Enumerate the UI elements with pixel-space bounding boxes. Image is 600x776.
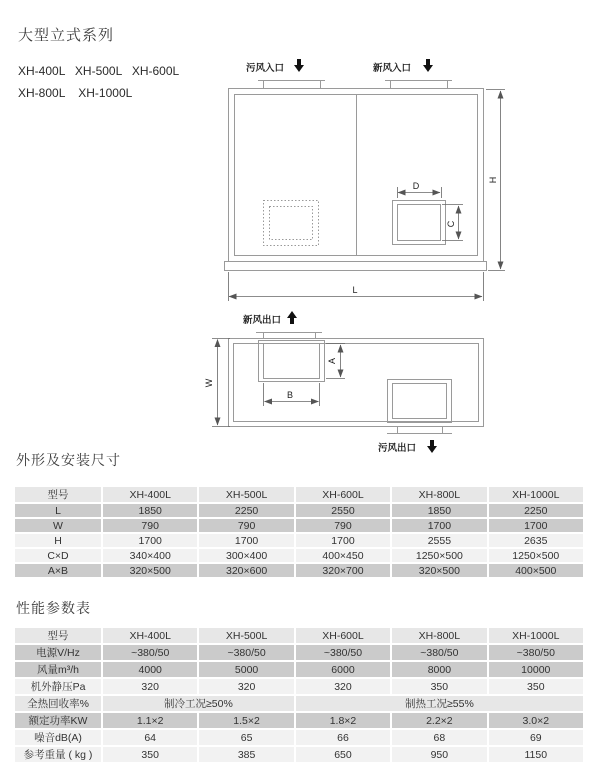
table-row	[15, 549, 583, 562]
table-cell: 2550	[296, 504, 390, 517]
performance-table	[13, 626, 585, 764]
column-header: XH-600L	[296, 628, 390, 643]
table-cell: 1700	[392, 519, 486, 532]
table-cell: ~380/50	[489, 645, 583, 660]
opening-axb-inner	[264, 344, 320, 379]
row-label: L	[15, 504, 101, 517]
down-arrow-icon	[427, 440, 437, 453]
table-cell: ~380/50	[392, 645, 486, 660]
table-cell: 2250	[199, 504, 293, 517]
dirty-outlet-inner	[393, 384, 447, 419]
column-header: XH-400L	[103, 628, 197, 643]
topview-outline	[229, 339, 484, 427]
table-cell: 4000	[103, 662, 197, 677]
model-list-line-1: XH-400L XH-500L XH-600L	[18, 64, 180, 78]
table-cell: 2635	[489, 534, 583, 547]
table-cell: 300×400	[199, 549, 293, 562]
model-list-line-2: XH-800L XH-1000L	[18, 86, 133, 100]
table-cell: 320×700	[296, 564, 390, 577]
table-cell: 320×500	[392, 564, 486, 577]
column-header: 型号	[15, 487, 101, 502]
table-cell: 1.5×2	[199, 713, 293, 728]
table-row	[15, 504, 583, 517]
table-cell: 320×500	[103, 564, 197, 577]
table-cell-span: 制热工况≥55%	[296, 696, 583, 711]
dirty-outlet-duct	[387, 427, 452, 434]
table-cell: 385	[199, 747, 293, 762]
table-cell: 65	[199, 730, 293, 745]
row-label: 参考重量 ( kg )	[15, 747, 101, 762]
table-row	[15, 534, 583, 547]
column-header: XH-400L	[103, 487, 197, 502]
table-cell: 1850	[103, 504, 197, 517]
table-cell: 1850	[392, 504, 486, 517]
column-header: XH-1000L	[489, 487, 583, 502]
base-rail	[225, 262, 487, 271]
dim-label-c: C	[446, 220, 456, 228]
column-header: XH-800L	[392, 487, 486, 502]
table-cell: 1.8×2	[296, 713, 390, 728]
table-cell-span: 制冷工况≥50%	[103, 696, 294, 711]
column-header: XH-800L	[392, 628, 486, 643]
row-label: C×D	[15, 549, 101, 562]
table-cell: 320	[103, 679, 197, 694]
table-cell: 1700	[489, 519, 583, 532]
table-cell: 350	[392, 679, 486, 694]
row-label: 风量m³/h	[15, 662, 101, 677]
table-header-row	[15, 628, 583, 643]
table-cell: 1700	[296, 534, 390, 547]
topview-inner-outline	[234, 344, 479, 422]
fresh-air-inlet-label: 新风入口	[373, 63, 412, 74]
table-cell: 400×450	[296, 549, 390, 562]
column-header: XH-500L	[199, 628, 293, 643]
row-label: 全热回收率%	[15, 696, 101, 711]
table-cell: 350	[489, 679, 583, 694]
fresh-air-outlet-label: 新风出口	[243, 315, 282, 326]
table-cell: 2555	[392, 534, 486, 547]
row-label: A×B	[15, 564, 101, 577]
table-cell: 950	[392, 747, 486, 762]
table-cell: ~380/50	[296, 645, 390, 660]
table-cell: 64	[103, 730, 197, 745]
table-cell: 340×400	[103, 549, 197, 562]
performance-section-title: 性能参数表	[16, 600, 91, 616]
row-label: W	[15, 519, 101, 532]
fresh-outlet-duct	[256, 333, 322, 339]
table-cell: 790	[103, 519, 197, 532]
opening-cxd-outer	[393, 201, 446, 245]
dim-label-b: B	[286, 390, 294, 400]
table-cell: 1700	[199, 534, 293, 547]
dirty-inlet-duct	[258, 81, 325, 89]
row-label: H	[15, 534, 101, 547]
table-cell: 350	[103, 747, 197, 762]
table-cell: ~380/50	[103, 645, 197, 660]
table-cell: 6000	[296, 662, 390, 677]
opening-cxd-inner	[398, 205, 441, 241]
top-view	[229, 333, 484, 434]
table-cell: 1250×500	[392, 549, 486, 562]
table-cell: 320×600	[199, 564, 293, 577]
row-label: 额定功率KW	[15, 713, 101, 728]
table-cell: 1150	[489, 747, 583, 762]
table-row	[15, 679, 583, 694]
dirty-air-inlet-label: 污风入口	[246, 63, 285, 74]
table-cell: 1.1×2	[103, 713, 197, 728]
column-header: XH-1000L	[489, 628, 583, 643]
column-header: 型号	[15, 628, 101, 643]
table-header-row	[15, 487, 583, 502]
table-cell: 2.2×2	[392, 713, 486, 728]
table-cell: 790	[199, 519, 293, 532]
row-label: 机外静压Pa	[15, 679, 101, 694]
dirty-outlet-outer	[388, 380, 452, 423]
table-row	[15, 747, 583, 762]
fresh-inlet-duct	[385, 81, 452, 89]
table-row	[15, 730, 583, 745]
table-cell: ~380/50	[199, 645, 293, 660]
page-title: 大型立式系列	[18, 27, 115, 44]
table-cell: 2250	[489, 504, 583, 517]
table-cell: 1700	[103, 534, 197, 547]
dim-label-w: W	[204, 378, 214, 388]
table-cell: 320	[199, 679, 293, 694]
table-cell: 68	[392, 730, 486, 745]
table-cell: 400×500	[489, 564, 583, 577]
access-panel-dashed	[264, 201, 319, 246]
table-cell: 650	[296, 747, 390, 762]
row-label: 噪音dB(A)	[15, 730, 101, 745]
table-cell: 320	[296, 679, 390, 694]
opening-axb-outer	[259, 341, 325, 382]
table-row	[15, 645, 583, 660]
column-header: XH-600L	[296, 487, 390, 502]
table-cell: 69	[489, 730, 583, 745]
dim-label-d: D	[412, 181, 420, 191]
table-row	[15, 696, 583, 711]
dim-label-a: A	[327, 357, 337, 365]
down-arrow-icon	[423, 59, 433, 72]
table-cell: 3.0×2	[489, 713, 583, 728]
table-row	[15, 713, 583, 728]
table-row	[15, 662, 583, 677]
table-cell: 790	[296, 519, 390, 532]
row-label: 电源V/Hz	[15, 645, 101, 660]
column-header: XH-500L	[199, 487, 293, 502]
dirty-air-outlet-label: 污风出口	[378, 443, 417, 454]
table-cell: 1250×500	[489, 549, 583, 562]
table-cell: 10000	[489, 662, 583, 677]
table-row	[15, 564, 583, 577]
table-row	[15, 519, 583, 532]
dim-label-h: H	[488, 176, 498, 184]
dim-label-l: L	[352, 285, 358, 295]
table-cell: 8000	[392, 662, 486, 677]
dimensions-table	[13, 485, 585, 579]
up-arrow-icon	[287, 311, 297, 324]
table-cell: 5000	[199, 662, 293, 677]
installation-diagram	[0, 56, 600, 460]
down-arrow-icon	[294, 59, 304, 72]
table-cell: 66	[296, 730, 390, 745]
dimensions-section-title: 外形及安装尺寸	[16, 452, 121, 468]
